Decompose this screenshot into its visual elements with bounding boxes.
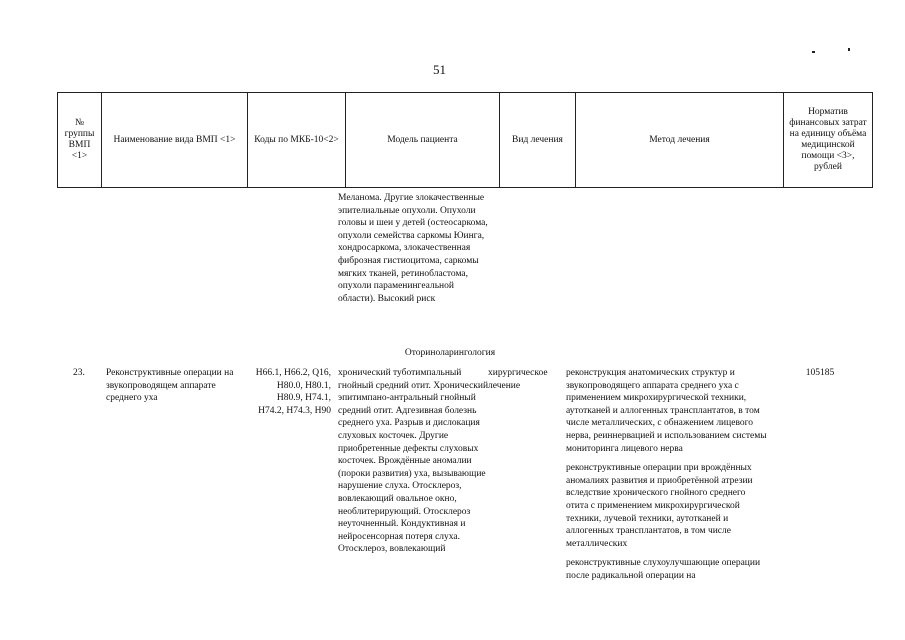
row-icd-codes: H66.1, H66.2, Q16, H80.0, H80.1, H80.9, H74.1, H74.2, H74.3, H90 xyxy=(255,368,331,416)
treatment-method-item: реконструктивные операции при врождённых аномалиях развития и приобретённой атрезии вследствие хронического гнойного среднего отита с применением микрохирургической техники, лучевой техники, аутотканей и аллогенных трансплантатов, в том числе металлических xyxy=(566,463,753,549)
scan-speck xyxy=(848,48,850,51)
header-cost-norm: Норматив финансовых затрат на единицу объёма медицинской помощи <3>, рублей xyxy=(784,93,873,188)
table-header xyxy=(57,92,873,188)
page-number: 51 xyxy=(433,62,446,77)
section-title: Оториноларингология xyxy=(404,348,496,358)
scan-speck xyxy=(812,51,815,53)
continuation-patient-model: Меланома. Другие злокачественные эпителиальные опухоли. Опухоли головы и шеи у детей (остеосаркома, опухоли семейства саркомы Юинга, хондросаркома, злокачественная фиброзная гистиоцитома, саркомы мягких тканей, ретинобластома, опухоли параменингеальной области). Высокий риск xyxy=(338,193,488,304)
header-treatment-method: Метод лечения xyxy=(576,93,784,188)
row-treatment-type: хирургическое лечение xyxy=(488,368,548,391)
row-group-number: 23. xyxy=(73,368,85,378)
header-vmp-name: Наименование вида ВМП <1> xyxy=(102,93,248,188)
header-treatment-type: Вид лечения xyxy=(500,93,576,188)
header-patient-model: Модель пациента xyxy=(346,93,500,188)
header-icd-codes: Коды по МКБ-10<2> xyxy=(248,93,346,188)
row-patient-model: хронический туботимпальный гнойный средний отит. Хронический эпитимпано-антральный гнойный средний отит. Адгезивная болезнь среднего уха. Разрыв и дислокация слуховых косточек. Другие приобретенные дефекты слуховых косточек. Врождённые аномалии (пороки развития) уха, вызывающие нарушение слуха. Отосклероз, вовлекающий овальное окно, необлитерирующий. Отосклероз неуточненный. Кондуктивная и нейросенсорная потеря слуха. Отосклероз, вовлекающий xyxy=(338,368,489,555)
header-group-number: № группы ВМП <1> xyxy=(58,93,102,188)
row-cost-norm: 105185 xyxy=(805,368,835,378)
row-vmp-name: Реконструктивные операции на звукопроводящем аппарате среднего уха xyxy=(106,368,234,404)
treatment-method-item: реконструктивные слухоулучшающие операции после радикальной операции на xyxy=(566,558,761,581)
row-treatment-methods xyxy=(566,367,770,583)
treatment-method-item: реконструкция анатомических структур и звукопроводящего аппарата среднего уха с применением микрохирургической техники, аутотканей и аллогенных трансплантатов, в том числе металлических, с обнажением лицевого нерва, реиннервацией и использованием системы мониторинга лицевого нерва xyxy=(566,368,767,454)
